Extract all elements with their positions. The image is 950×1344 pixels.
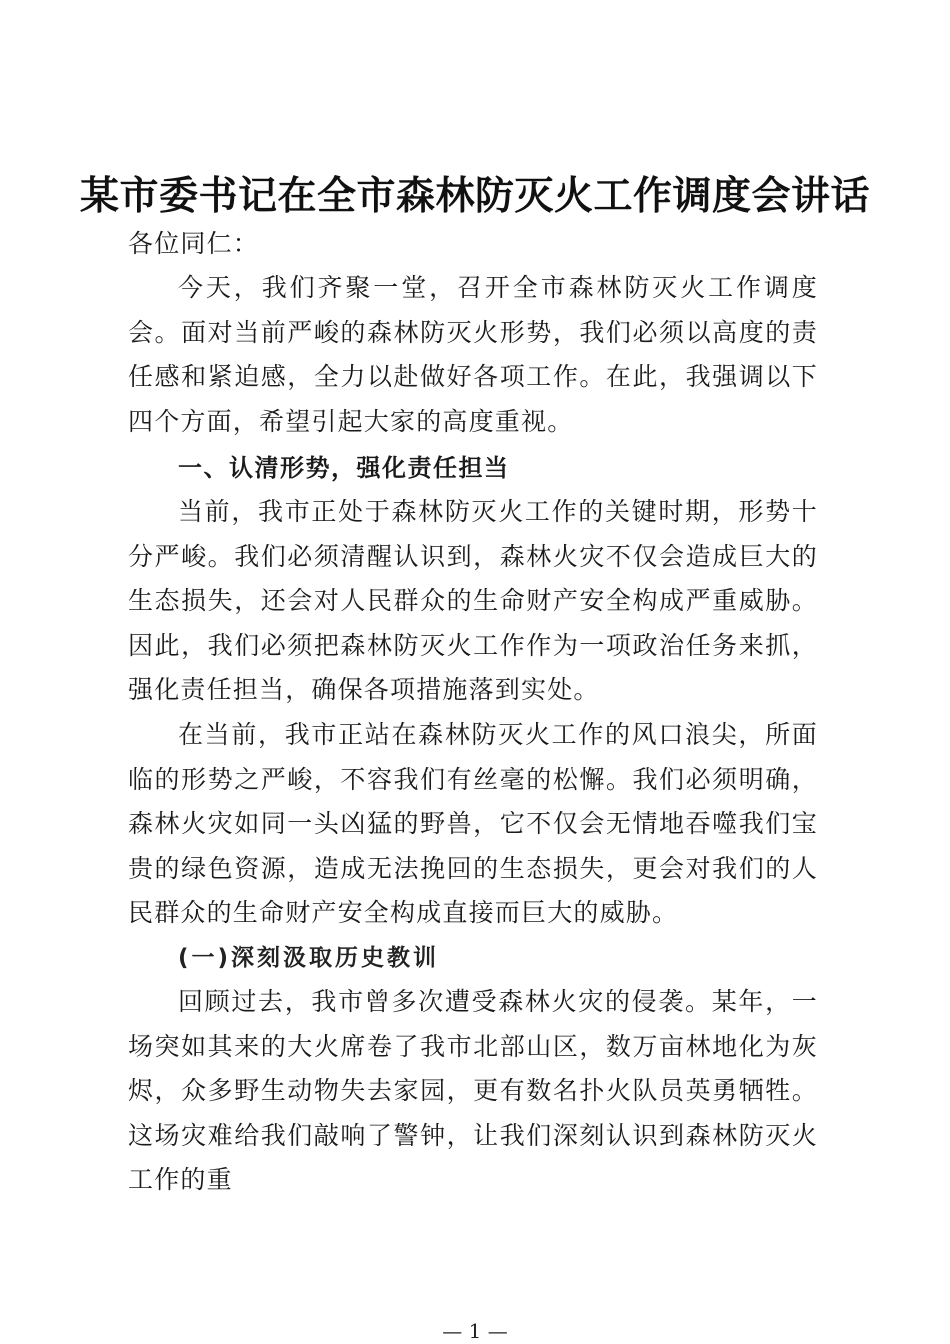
section-heading-1: 一、认清形势，强化责任担当 — [178, 454, 510, 482]
document-title: 某市委书记在全市森林防灭火工作调度会讲话 — [79, 173, 870, 219]
paragraph-situation: 当前，我市正处于森林防灭火工作的关键时期，形势十分严峻。我们必须清醒认识到，森林火灾不仅会造成巨大的生态损失，还会对人民群众的生命财产安全构成严重威胁。因此，我们必须把森林防灭火工作作为一项政治任务来抓，强化责任担当，确保各项措施落到实处。 — [128, 497, 818, 705]
page-number: — 1 — — [442, 1319, 508, 1343]
paragraph-history: 回顾过去，我市曾多次遭受森林火灾的侵袭。某年，一场突如其来的大火席卷了我市北部山区，数万亩林地化为灰烬，众多野生动物失去家园，更有数名扑火队员英勇牺牲。这场灾难给我们敲响了警钟，让我们深刻认识到森林防灭火工作的重 — [128, 987, 818, 1195]
paragraph-situation-2: 在当前，我市正站在森林防灭火工作的风口浪尖，所面临的形势之严峻，不容我们有丝毫的松懈。我们必须明确，森林火灾如同一头凶猛的野兽，它不仅会无情地吞噬我们宝贵的绿色资源，造成无法挽回的生态损失，更会对我们的人民群众的生命财产安全构成直接而巨大的威胁。 — [128, 720, 818, 928]
paragraph-intro: 今天，我们齐聚一堂，召开全市森林防灭火工作调度会。面对当前严峻的森林防灭火形势，我们必须以高度的责任感和紧迫感，全力以赴做好各项工作。在此，我强调以下四个方面，希望引起大家的高度重视。 — [128, 273, 818, 436]
subsection-heading-1: (一)深刻汲取历史教训 — [178, 945, 440, 971]
salutation: 各位同仁： — [128, 229, 260, 258]
